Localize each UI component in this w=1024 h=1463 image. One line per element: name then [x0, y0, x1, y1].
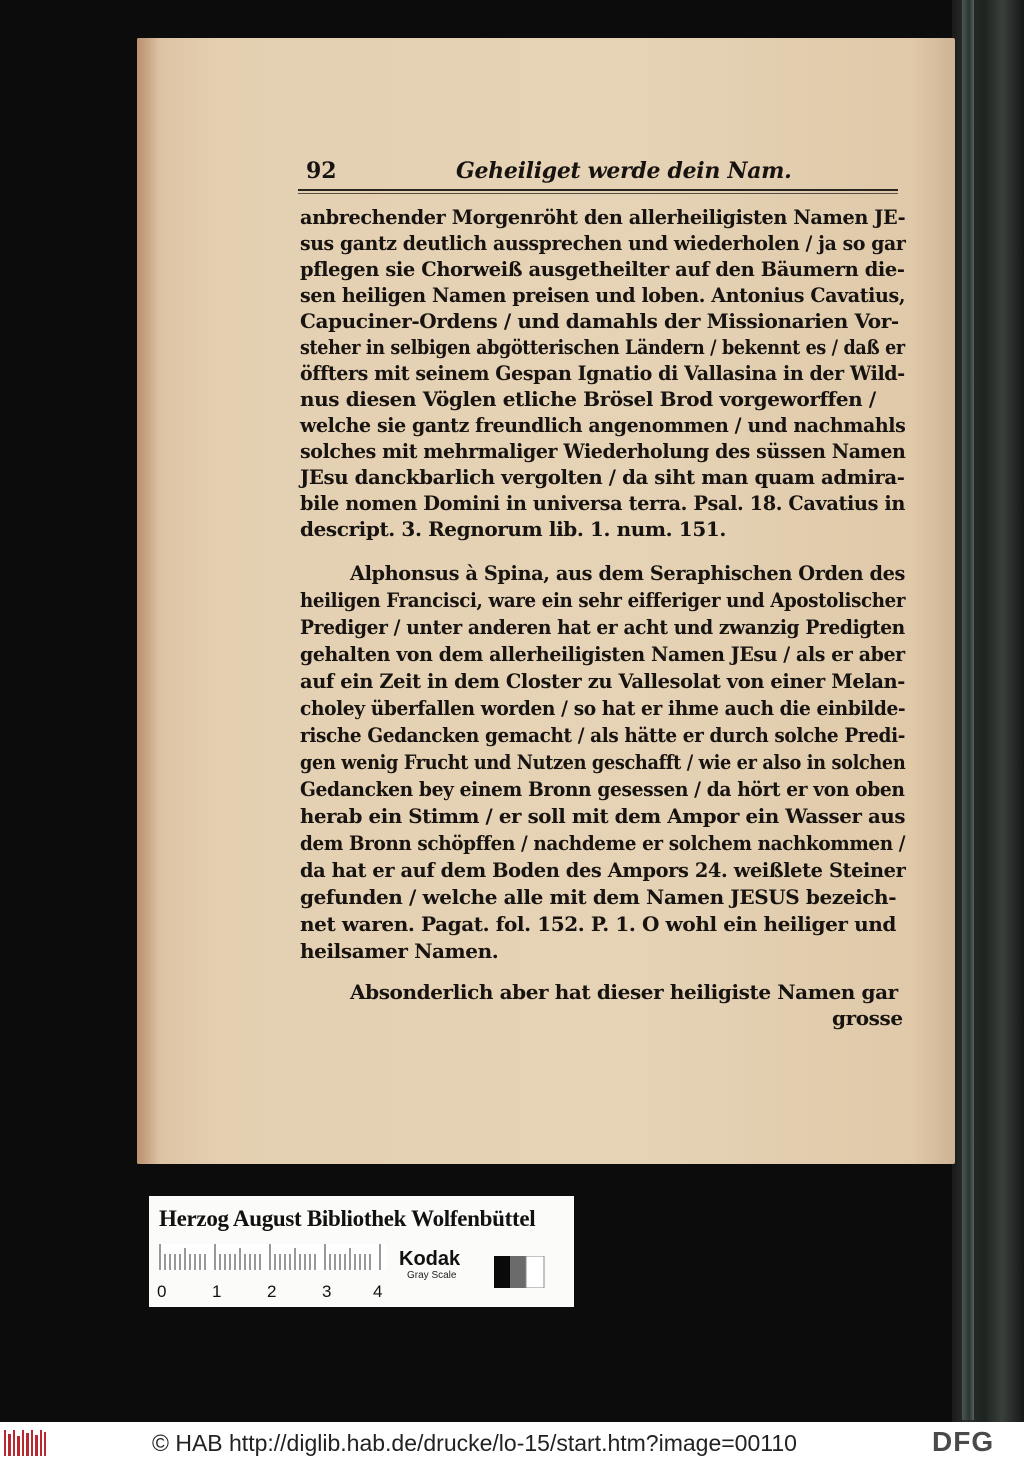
page-number: 92 [306, 158, 337, 184]
text-line: gen wenig Frucht und Nutzen geschafft / wie er also in solchen [300, 750, 906, 774]
text-line: rische Gedancken gemacht / als hätte er durch solche Predi- [300, 723, 906, 747]
text-line: sen heiligen Namen preisen und loben. Antonius Cavatius, [300, 283, 906, 307]
ruler-number: 4 [373, 1282, 383, 1301]
text-line: Absonderlich aber hat dieser heiligiste Namen gar [350, 980, 898, 1004]
text-line: bile nomen Domini in universa terra. Psal. 18. Cavatius in [300, 491, 905, 515]
text-line: pflegen sie Chorweiß ausgetheilter auf den Bäumern die- [300, 257, 905, 281]
text-line: anbrechender Morgenröht den allerheiligisten Namen JE- [300, 205, 906, 229]
header-rule-thin [298, 193, 898, 194]
text-line: steher in selbigen abgötterischen Ländern / bekennt es / daß er [300, 335, 905, 359]
text-line: welche sie gantz freundlich angenommen / und nachmahls [300, 413, 906, 437]
text-line: öffters mit seinem Gespan Ignatio di Vallasina in der Wild- [300, 361, 905, 385]
next-page-edge [962, 0, 974, 1420]
scale-ruler [159, 1244, 387, 1270]
ruler-number: 1 [212, 1282, 222, 1301]
text-line: descript. 3. Regnorum lib. 1. num. 151. [300, 517, 726, 541]
viewer-footer [0, 1422, 1024, 1463]
text-line: net waren. Pagat. fol. 152. P. 1. O wohl ein heiliger und [300, 912, 896, 936]
text-line: Prediger / unter anderen hat er acht und zwanzig Predigten [300, 615, 905, 639]
text-line: herab ein Stimm / er soll mit dem Ampor ein Wasser aus [300, 804, 906, 828]
ruler-number: 2 [267, 1282, 277, 1301]
text-line: Alphonsus à Spina, aus dem Seraphischen Orden des [350, 561, 906, 585]
text-line: gefunden / welche alle mit dem Namen JESUS bezeich- [300, 885, 897, 909]
catchword: grosse [832, 1006, 903, 1030]
page-gutter-shadow [137, 38, 159, 1164]
library-color-card [149, 1196, 574, 1307]
text-line: sus gantz deutlich aussprechen und wiederholen / ja so gar [300, 231, 906, 255]
barcode-icon [4, 1428, 46, 1458]
text-line: choley überfallen worden / so hat er ihme auch die einbilde- [300, 696, 906, 720]
text-line: dem Bronn schöpffen / nachdeme er solchem nachkommen / [300, 831, 906, 855]
institution-name: Herzog August Bibliothek Wolfenbüttel [159, 1206, 536, 1231]
ruler-number: 3 [322, 1282, 332, 1301]
text-line: JEsu danckbarlich vergolten / da siht man quam admira- [300, 465, 905, 489]
running-title: Geheiliget werde dein Nam. [456, 158, 792, 184]
text-line: heilsamer Namen. [300, 939, 499, 963]
header-rule [298, 189, 898, 191]
text-line: gehalten von dem allerheiligisten Namen JEsu / als er aber [300, 642, 905, 666]
text-line: heiligen Francisci, ware ein sehr eifferiger und Apostolischer [300, 588, 906, 612]
ruler-number: 0 [157, 1282, 167, 1301]
gray-scale-swatch [494, 1256, 546, 1288]
text-line: Gedancken bey einem Bronn gesessen / da hört er von oben [300, 777, 905, 801]
dfg-logo: DFG [932, 1426, 995, 1457]
text-line: auf ein Zeit in dem Closter zu Vallesolat von einer Melan- [300, 669, 905, 693]
text-line: nus diesen Vöglen etliche Brösel Brod vorgeworffen / [300, 387, 876, 411]
text-line: da hat er auf dem Boden des Ampors 24. weißlete Steiner [300, 858, 906, 882]
kodak-logo: Kodak [399, 1248, 461, 1270]
gray-scale-label: Gray Scale [407, 1270, 457, 1281]
text-line: Capuciner-Ordens / und damahls der Missionarien Vor- [300, 309, 899, 333]
footer-link[interactable]: © HAB http://diglib.hab.de/drucke/lo-15/start.htm?image=00110 [152, 1430, 797, 1456]
text-line: solches mit mehrmaliger Wiederholung des süssen Namen [300, 439, 906, 463]
